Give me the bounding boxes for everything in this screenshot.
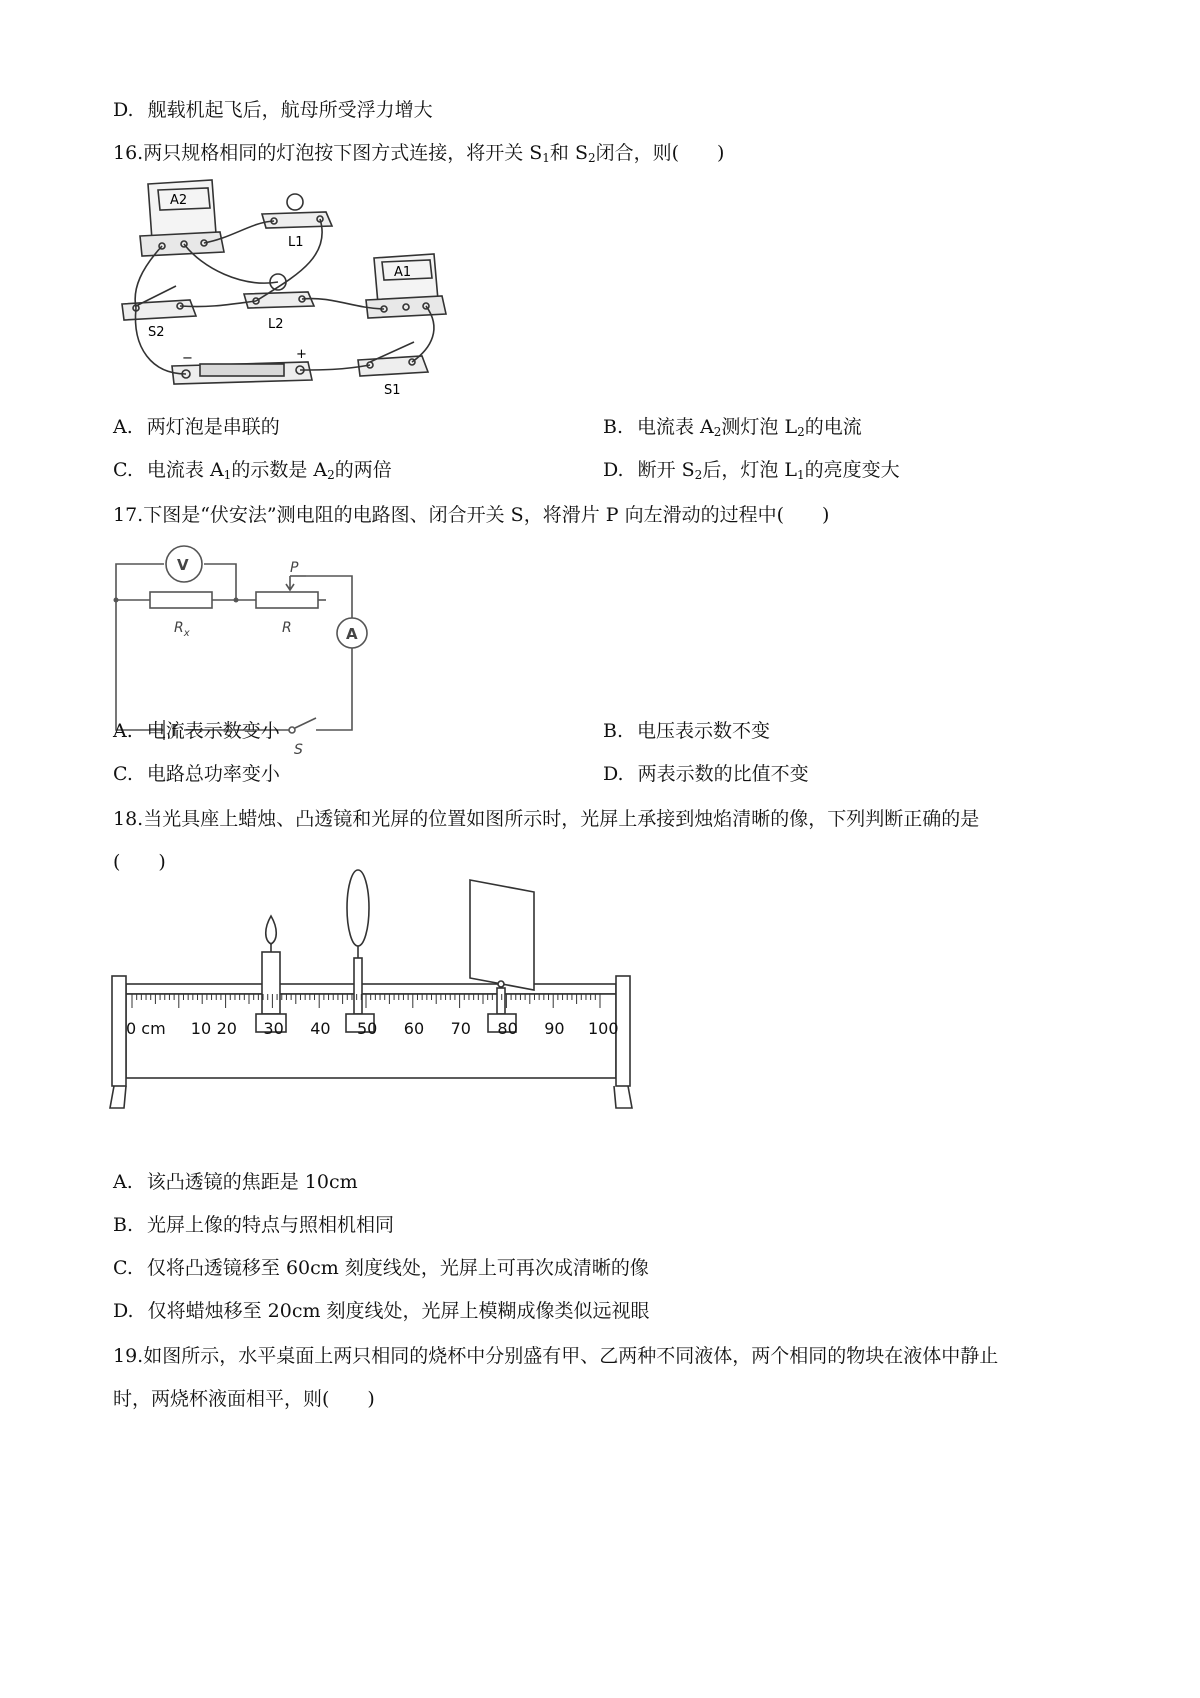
q19-stem: 19.如图所示，水平桌面上两只相同的烧杯中分别盛有甲、乙两种不同液体，两个相同的物块在液体中静止 [113, 1345, 999, 1367]
option-sub: 1 [796, 468, 805, 482]
option-text: 仅将蜡烛移至 20cm 刻度线处，光屏上模糊成像类似远视眼 [147, 1300, 650, 1322]
option-key: B. [603, 720, 624, 742]
ruler-label: 50 [357, 1019, 378, 1038]
option-part: 的两倍 [334, 459, 392, 481]
label-rx: $R_x$ [174, 620, 190, 639]
q18-option-c [113, 1255, 649, 1281]
label-a: A [346, 625, 358, 643]
option-text: 光屏上像的特点与照相机相同 [147, 1214, 395, 1236]
label-v: V [177, 556, 189, 574]
option-sub: 2 [694, 468, 703, 482]
option-part: 的亮度变大 [804, 459, 900, 481]
q16-option-b [603, 414, 862, 440]
q16-circuit-figure [112, 178, 472, 400]
option-sub: 1 [223, 468, 232, 482]
option-part: 电流表 A [146, 459, 224, 481]
option-text: 两灯泡是串联的 [146, 416, 280, 438]
ruler-label: 40 [310, 1019, 331, 1038]
ruler-label: 100 [588, 1019, 619, 1038]
q15-option-d [113, 97, 433, 123]
option-text: 仅将凸透镜移至 60cm 刻度线处，光屏上可再次成清晰的像 [146, 1257, 649, 1279]
option-part: 后，灯泡 L [702, 459, 797, 481]
label-a2: A2 [170, 193, 188, 208]
q18-option-d [113, 1298, 650, 1324]
q17-option-b [603, 718, 770, 744]
option-key: B. [113, 1214, 134, 1236]
label-a1: A1 [394, 265, 412, 280]
ruler-label: 0 cm [126, 1019, 166, 1038]
option-key: D. [113, 1300, 134, 1322]
q16-option-c [113, 457, 392, 483]
option-part: 的示数是 A [231, 459, 328, 481]
option-text: 该凸透镜的焦距是 10cm [146, 1171, 358, 1193]
label-p: P [290, 560, 299, 576]
option-key: A. [113, 720, 133, 742]
stem-sub: 2 [587, 151, 596, 165]
ruler-label: 20 [216, 1019, 237, 1038]
q18-stem: 18.当光具座上蜡烛、凸透镜和光屏的位置如图所示时，光屏上承接到烛焰清晰的像，下列判断正确的是 [113, 808, 980, 830]
q17-stem: 17.下图是“伏安法”测电阻的电路图、闭合开关 S，将滑片 P 向左滑动的过程中( ) [113, 504, 830, 526]
q18-option-a [113, 1169, 358, 1195]
option-key: D. [603, 763, 624, 785]
q16-option-a [113, 414, 280, 440]
stem-sub: 1 [542, 151, 550, 165]
ruler-label: 70 [450, 1019, 471, 1038]
option-part: 电流表 A [637, 416, 714, 438]
option-key: B. [603, 416, 624, 438]
option-key: D. [603, 459, 624, 481]
label-s1: S1 [384, 383, 401, 398]
option-text: 电路总功率变小 [146, 763, 280, 785]
q16-option-d [603, 457, 900, 483]
option-text: 电流表示数变小 [146, 720, 280, 742]
label-l1: L1 [288, 235, 304, 250]
option-sub: 2 [327, 468, 335, 482]
option-text: 舰载机起飞后，航母所受浮力增大 [147, 99, 433, 121]
label-s: S [294, 742, 303, 758]
q16-stem [113, 140, 724, 166]
ruler-label: 80 [497, 1019, 518, 1038]
q19-stem-cont: 时，两烧杯液面相平，则( ) [113, 1388, 375, 1410]
stem-part: 16.两只规格相同的灯泡按下图方式连接，将开关 S [113, 142, 543, 164]
q18-optical-bench-figure [108, 880, 688, 1120]
option-sub: 2 [797, 425, 805, 439]
option-key: D. [113, 99, 134, 121]
option-part: 断开 S [637, 459, 695, 481]
label-s2: S2 [148, 325, 165, 340]
option-key: C. [113, 459, 133, 481]
ruler-label: 90 [544, 1019, 565, 1038]
option-text: 两表示数的比值不变 [637, 763, 809, 785]
q17-option-d [603, 761, 809, 787]
q18-stem-cont: ( ) [113, 851, 166, 873]
ruler-label: 60 [403, 1019, 425, 1038]
option-key: C. [113, 1257, 133, 1279]
option-key: A. [113, 416, 133, 438]
option-sub: 2 [713, 425, 722, 439]
q17-option-a [113, 718, 280, 744]
ruler-label: 30 [263, 1019, 284, 1038]
stem-part: 和 S [549, 142, 588, 164]
label-l2: L2 [268, 317, 284, 332]
label-minus: − [182, 351, 193, 366]
option-key: C. [113, 763, 133, 785]
option-part: 的电流 [804, 416, 862, 438]
q17-option-c [113, 761, 280, 787]
label-r: R [282, 620, 292, 636]
label-plus: + [296, 347, 307, 362]
option-part: 测灯泡 L [721, 416, 798, 438]
q18-option-b [113, 1212, 394, 1238]
stem-part: 闭合，则( ) [595, 142, 725, 164]
option-text: 电压表示数不变 [637, 720, 771, 742]
ruler-label: 10 [190, 1019, 212, 1038]
option-key: A. [113, 1171, 133, 1193]
